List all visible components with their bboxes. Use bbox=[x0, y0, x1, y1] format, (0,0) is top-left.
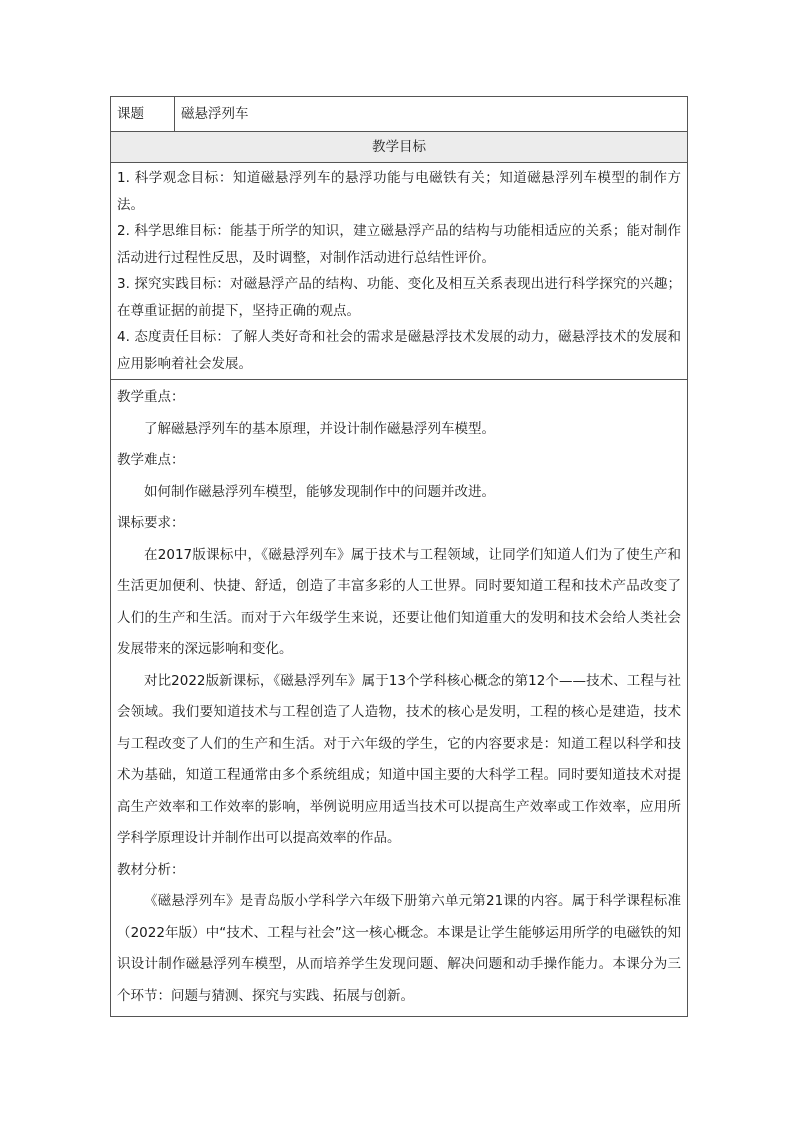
objectives-heading-row bbox=[111, 132, 688, 163]
key-points-heading: 教学重点： bbox=[117, 389, 185, 405]
textbook-paragraph-1: 《磁悬浮列车》是青岛版小学科学六年级下册第六单元第21课的内容。属于科学课程标准（2022年版）中“技术、工程与社会”这一核心概念。本课是让学生能够运用所学的电磁铁的知识设计制作磁悬浮列车模型，从而培养学生发现问题、解决问题和动手操作能力。本课分为三个环节：问题与猜测、探究与实践、拓展与创新。 bbox=[117, 893, 681, 1004]
lesson-title: 磁悬浮列车 bbox=[175, 97, 688, 132]
standards-heading: 课标要求： bbox=[117, 515, 185, 531]
standards-paragraph-1: 在2017版课标中，《磁悬浮列车》属于技术与工程领域，让同学们知道人们为了使生产和生活更加便利、快捷、舒适，创造了丰富多彩的人工世界。同时要知道工程和技术产品改变了人们的生产和生活。而对于六年级学生来说，还要让他们知道重大的发明和技术会给人类社会发展带来的深远影响和变化。 bbox=[117, 546, 681, 657]
objectives-row bbox=[111, 163, 688, 380]
textbook-heading: 教材分析： bbox=[117, 861, 185, 878]
key-points-text: 了解磁悬浮列车的基本原理，并设计制作磁悬浮列车模型。 bbox=[144, 420, 495, 437]
objective-item-1: 1. 科学观念目标：知道磁悬浮列车的悬浮功能与电磁铁有关；知道磁悬浮列车模型的制作方法。 bbox=[117, 170, 681, 213]
objectives-list bbox=[111, 163, 688, 380]
content-row bbox=[111, 380, 688, 1017]
objective-item-3: 3. 探究实践目标：对磁悬浮产品的结构、功能、变化及相互关系表现出进行科学探究的兴趣；在尊重证据的前提下，坚持正确的观点。 bbox=[117, 276, 681, 319]
standards-paragraph-2: 对比2022版新课标，《磁悬浮列车》属于13个学科核心概念的第12个——技术、工程与社会领域。我们要知道技术与工程创造了人造物，技术的核心是发明，工程的核心是建造，技术与工程改变了人们的生产和生活。对于六年级的学生，它的内容要求是：知道工程以科学和技术为基础，知道工程通常由多个系统组成；知道中国主要的大科学工程。同时要知道技术对提高生产效率和工作效率的影响，举例说明应用适当技术可以提高生产效率或工作效率，应用所学科学原理设计并制作出可以提高效率的作品。 bbox=[117, 672, 681, 846]
difficulties-heading: 教学难点： bbox=[117, 452, 185, 468]
objectives-heading: 教学目标 bbox=[111, 132, 688, 163]
lesson-plan-table bbox=[110, 96, 688, 1017]
objective-item-4: 4. 态度责任目标：了解人类好奇和社会的需求是磁悬浮技术发展的动力，磁悬浮技术的发展和应用影响着社会发展。 bbox=[117, 329, 681, 372]
difficulties-text: 如何制作磁悬浮列车模型，能够发现制作中的问题并改进。 bbox=[144, 483, 495, 500]
content-cell bbox=[111, 380, 688, 1017]
objective-item-2: 2. 科学思维目标：能基于所学的知识，建立磁悬浮产品的结构与功能相适应的关系；能对制作活动进行过程性反思，及时调整，对制作活动进行总结性评价。 bbox=[117, 223, 681, 266]
header-row bbox=[111, 97, 688, 132]
subject-label: 课题 bbox=[111, 97, 175, 132]
